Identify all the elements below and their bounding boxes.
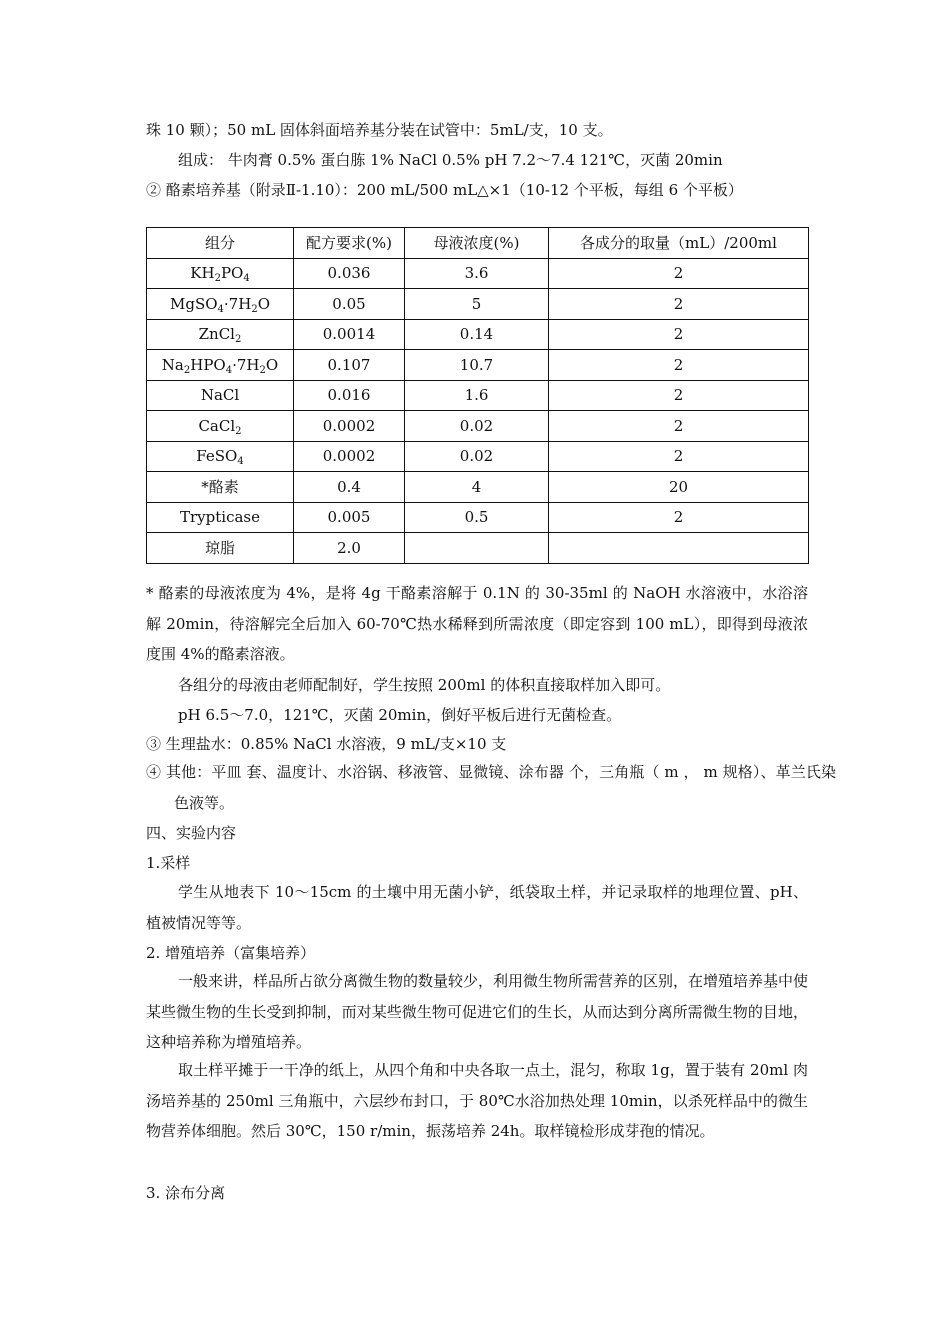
table-row: [147, 502, 809, 533]
table-row: [147, 289, 809, 320]
table-header-row: [147, 228, 809, 259]
amount-cell: 2: [549, 380, 809, 411]
header-recipe: 配方要求(%): [294, 228, 405, 259]
stock-cell: 5: [405, 289, 549, 320]
table-row: [147, 472, 809, 503]
stock-cell: 10.7: [405, 350, 549, 381]
recipe-cell: 0.0002: [294, 411, 405, 442]
stock-cell: [405, 533, 549, 564]
amount-cell: [549, 533, 809, 564]
ph-paragraph: pH 6.5～7.0，121℃，灭菌 20min，倒好平板后进行无菌检查。: [178, 706, 622, 724]
other-items: ④ 其他：平皿 套、温度计、水浴锅、移液管、显微镜、涂布器 个，三角瓶（ m ， m 规格）、革兰氏染色液等。: [146, 763, 836, 812]
recipe-cell: 0.0002: [294, 441, 405, 472]
heading-enrichment: 2. 增殖培养（富集培养）: [146, 944, 316, 962]
component-cell: $MgSO_4\cdot 7H_2O$: [147, 289, 294, 320]
heading-spread-plate: 3. 涂布分离: [146, 1184, 226, 1202]
amount-cell: 2: [549, 411, 809, 442]
table-row: [147, 350, 809, 381]
header-amount: 各成分的取量（mL）/200ml: [549, 228, 809, 259]
stock-cell: 1.6: [405, 380, 549, 411]
amount-cell: 2: [549, 289, 809, 320]
amount-cell: 2: [549, 258, 809, 289]
saline-item: ③ 生理盐水：0.85% NaCl 水溶液，9 mL/支×10 支: [146, 735, 507, 753]
table-row: [147, 319, 809, 350]
header-stock: 母液浓度(%): [405, 228, 549, 259]
recipe-cell: 0.107: [294, 350, 405, 381]
amount-cell: 2: [549, 441, 809, 472]
stock-cell: 3.6: [405, 258, 549, 289]
table-row: [147, 258, 809, 289]
component-cell: *酪素: [147, 472, 294, 503]
medium-formula-table: [146, 227, 809, 564]
component-cell: 琼脂: [147, 533, 294, 564]
recipe-cell: 0.05: [294, 289, 405, 320]
stock-cell: 0.02: [405, 411, 549, 442]
component-cell: $Na_2HPO_4\cdot 7H_2O$: [147, 350, 294, 381]
sampling-paragraph: 学生从地表下 10～15cm 的土壤中用无菌小铲，纸袋取土样，并记录取样的地理位置、pH、植被情况等等。: [146, 883, 808, 932]
amount-cell: 20: [549, 472, 809, 503]
component-cell: CaCl$_2$: [147, 411, 294, 442]
recipe-cell: 0.016: [294, 380, 405, 411]
table-row: [147, 533, 809, 564]
text-line-casein-medium: ② 酪素培养基（附录Ⅱ-1.10）：200 mL/500 mL△×1（10-12 个平板，每组 6 个平板）: [146, 181, 743, 199]
header-component: 组分: [147, 228, 294, 259]
procedure-paragraph: 取土样平摊于一干净的纸上，从四个角和中央各取一点土，混匀，称取 1g，置于装有 20ml 肉汤培养基的 250ml 三角瓶中，六层纱布封口，于 80℃水浴加热处理 10min，以杀死样品中的微生物营养体细胞。然后 30℃，150 r/min，振荡培养 24h。取样镜检形成芽孢的情况。: [146, 1061, 808, 1140]
amount-cell: 2: [549, 350, 809, 381]
recipe-cell: 0.0014: [294, 319, 405, 350]
component-cell: FeSO$_4$: [147, 441, 294, 472]
stock-paragraph: 各组分的母液由老师配制好，学生按照 200ml 的体积直接取样加入即可。: [178, 676, 671, 694]
stock-cell: 0.14: [405, 319, 549, 350]
component-cell: ZnCl$_2$: [147, 319, 294, 350]
stock-cell: 0.5: [405, 502, 549, 533]
component-cell: Trypticase: [147, 502, 294, 533]
stock-cell: 4: [405, 472, 549, 503]
casein-note: * 酪素的母液浓度为 4%，是将 4g 干酪素溶解于 0.1N 的 30-35ml 的 NaOH 水溶液中，水浴溶解 20min，待溶解完全后加入 60-70℃热水稀释到所需浓度（即定容到 100 mL），即得到母液浓度围 4%的酪素溶液。: [146, 584, 808, 663]
amount-cell: 2: [549, 502, 809, 533]
recipe-cell: 2.0: [294, 533, 405, 564]
table-row: [147, 411, 809, 442]
heading-sampling: 1.采样: [146, 854, 191, 872]
table-row: [147, 380, 809, 411]
recipe-cell: 0.036: [294, 258, 405, 289]
component-cell: NaCl: [147, 380, 294, 411]
component-cell: $KH_2PO_4$: [147, 258, 294, 289]
recipe-cell: 0.005: [294, 502, 405, 533]
text-line-beads: 珠 10 颗）；50 mL 固体斜面培养基分装在试管中：5mL/支，10 支。: [146, 121, 613, 139]
section-heading-experiment: 四、实验内容: [146, 824, 237, 842]
recipe-cell: 0.4: [294, 472, 405, 503]
enrichment-paragraph: 一般来讲，样品所占欲分离微生物的数量较少，利用微生物所需营养的区别，在增殖培养基中使某些微生物的生长受到抑制，而对某些微生物可促进它们的生长，从而达到分离所需微生物的目地，这种培养称为增殖培养。: [146, 972, 809, 1051]
stock-cell: 0.02: [405, 441, 549, 472]
text-line-composition: 组成： 牛肉膏 0.5% 蛋白胨 1% NaCl 0.5% pH 7.2～7.4 121℃，灭菌 20min: [178, 151, 723, 169]
table-row: [147, 441, 809, 472]
amount-cell: 2: [549, 319, 809, 350]
